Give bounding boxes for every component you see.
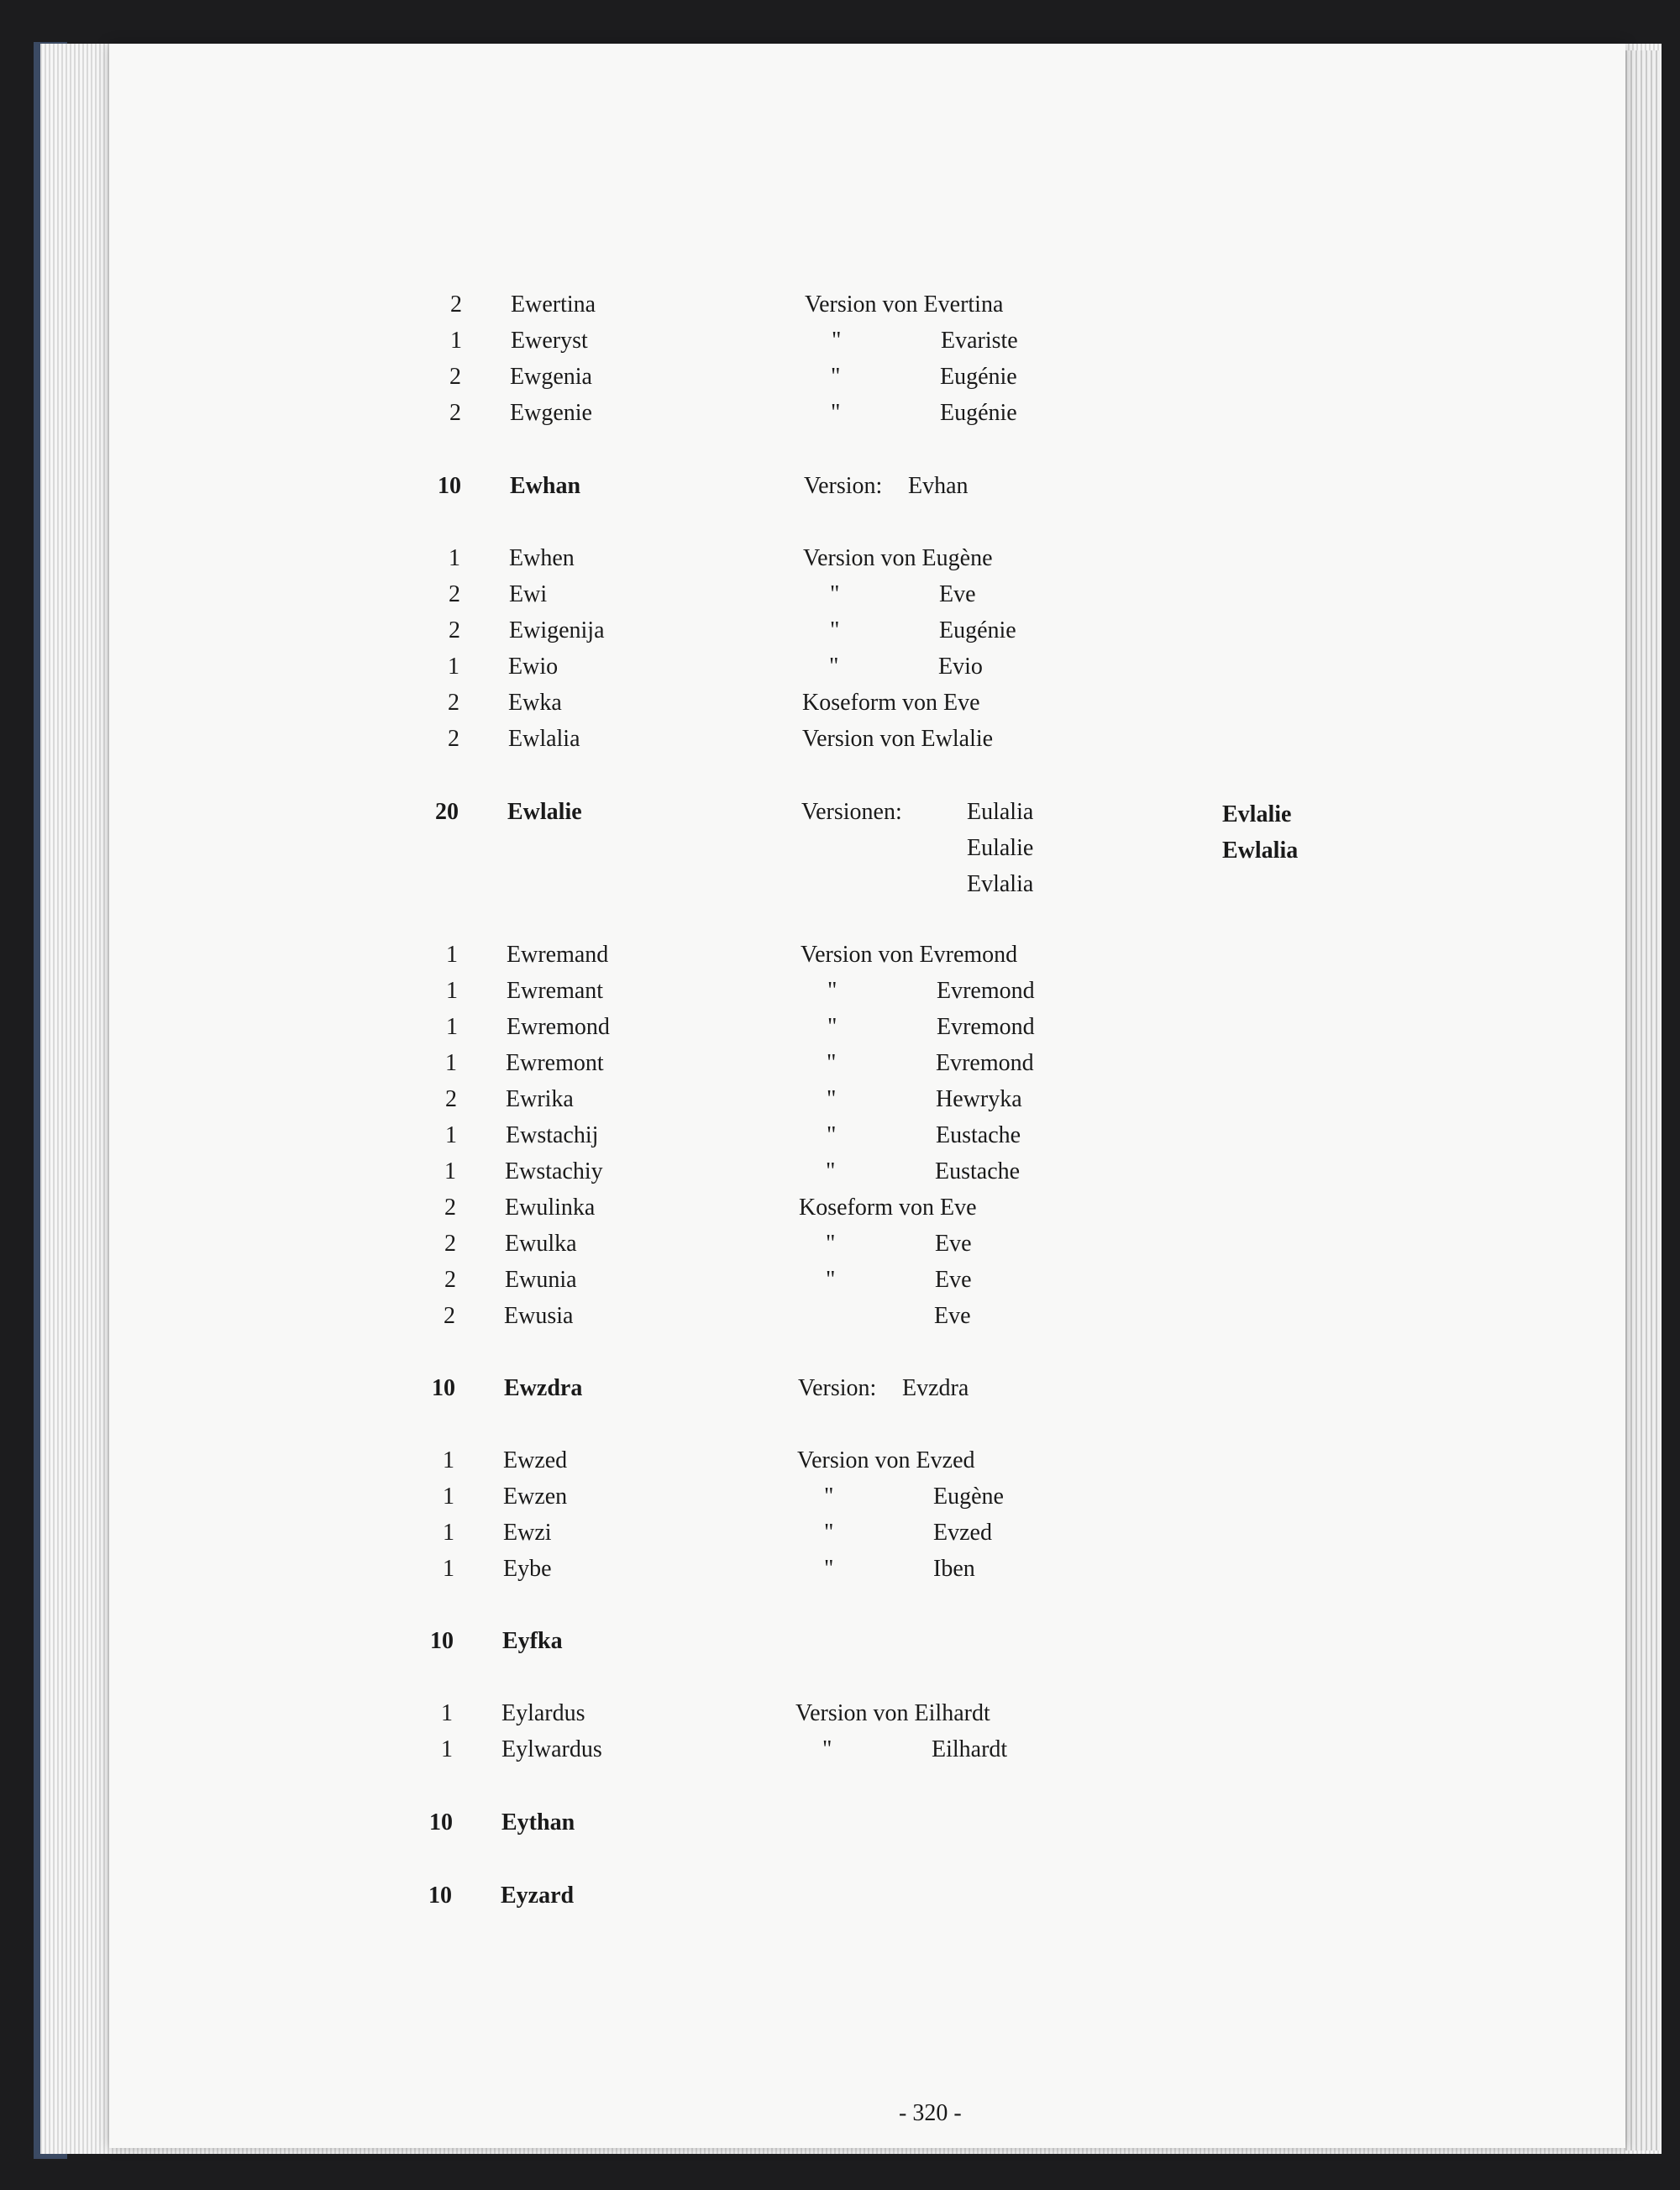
- ditto-mark: ": [826, 1267, 836, 1293]
- name-count: 1: [445, 1122, 457, 1148]
- note-target: Evzdra: [902, 1375, 969, 1401]
- name-entry: Ewremant: [507, 978, 604, 1004]
- ditto-mark: ": [826, 1231, 836, 1257]
- name-count: 1: [441, 1736, 453, 1762]
- name-count: 1: [444, 1158, 456, 1184]
- name-entry: Ewzi: [503, 1520, 552, 1546]
- name-entry: Ewka: [508, 690, 562, 716]
- name-entry: Ewulka: [505, 1231, 577, 1257]
- note-target: Eustache: [936, 1122, 1021, 1148]
- ditto-mark: ": [827, 1014, 837, 1040]
- name-count: 1: [450, 328, 462, 354]
- extra-variant: Ewlalia: [1222, 838, 1299, 864]
- ditto-mark: ": [829, 654, 839, 680]
- name-count: 1: [443, 1556, 454, 1582]
- ditto-mark: ": [827, 1086, 837, 1112]
- name-entry: Ewi: [509, 581, 548, 607]
- ditto-mark: ": [832, 328, 842, 354]
- name-entry: Ewzed: [503, 1447, 568, 1473]
- name-count: 2: [449, 581, 460, 607]
- name-count: 1: [441, 1700, 453, 1726]
- name-count: 2: [449, 617, 460, 643]
- name-entry: Ewhen: [509, 545, 575, 571]
- name-entry: Ewrika: [506, 1086, 574, 1112]
- note-prefix: Koseform von Eve: [802, 690, 980, 716]
- ditto-mark: ": [827, 978, 837, 1004]
- note-target: Evlalia: [967, 871, 1034, 897]
- name-entry: Ewio: [508, 654, 559, 680]
- name-entry: Eythan: [501, 1809, 575, 1836]
- name-count: 1: [449, 545, 460, 571]
- ditto-mark: ": [831, 400, 841, 426]
- note-prefix: Version:: [798, 1375, 877, 1401]
- name-entry: Ewhan: [510, 473, 581, 499]
- note-target: Eulalia: [967, 799, 1034, 825]
- note-target: Evhan: [908, 473, 969, 499]
- note-prefix: Version von Ewlalie: [802, 726, 994, 752]
- name-count: 2: [449, 364, 461, 390]
- note-prefix: Version:: [804, 473, 883, 499]
- ditto-mark: ": [827, 1122, 837, 1148]
- note-target: Evzed: [933, 1520, 992, 1546]
- name-entry: Eylardus: [501, 1700, 585, 1726]
- name-entry: Eyfka: [502, 1628, 563, 1654]
- name-entry: Ewlalia: [508, 726, 580, 752]
- name-entry: Ewertina: [511, 291, 596, 318]
- name-entry: Ewlalie: [507, 799, 582, 825]
- name-entry: Eylwardus: [501, 1736, 602, 1762]
- name-entry: Ewgenie: [510, 400, 592, 426]
- note-target: Evremond: [936, 1050, 1034, 1076]
- name-entry: Eybe: [503, 1556, 552, 1582]
- name-entry: Ewstachij: [506, 1122, 599, 1148]
- note-target: Iben: [933, 1556, 975, 1582]
- name-count: 20: [435, 799, 459, 825]
- note-target: Evio: [938, 654, 983, 680]
- page-number: - 320 -: [899, 2100, 962, 2126]
- note-prefix: Version von Evremond: [801, 942, 1018, 968]
- note-target: Eugénie: [939, 617, 1016, 643]
- ditto-mark: ": [827, 1050, 837, 1076]
- name-count: 1: [446, 978, 458, 1004]
- name-count: 1: [443, 1447, 454, 1473]
- name-count: 10: [429, 1809, 453, 1836]
- ditto-mark: ": [831, 364, 841, 390]
- note-target: Evremond: [937, 978, 1035, 1004]
- note-target: Eulalie: [967, 835, 1034, 861]
- note-target: Hewryka: [936, 1086, 1022, 1112]
- name-count: 1: [445, 1050, 457, 1076]
- ditto-mark: ": [822, 1736, 832, 1762]
- name-count: 2: [448, 690, 459, 716]
- note-target: Eve: [935, 1267, 972, 1293]
- note-target: Eustache: [935, 1158, 1021, 1184]
- name-count: 10: [438, 473, 461, 499]
- note-prefix: Version von Evzed: [797, 1447, 975, 1473]
- name-count: 10: [430, 1628, 454, 1654]
- name-count: 2: [449, 400, 461, 426]
- name-entry: Ewulinka: [505, 1195, 596, 1221]
- name-count: 1: [443, 1484, 454, 1510]
- note-target: Eve: [939, 581, 976, 607]
- name-count: 1: [446, 942, 458, 968]
- note-prefix: Versionen:: [801, 799, 902, 825]
- note-target: Eugénie: [940, 400, 1017, 426]
- ditto-mark: ": [830, 617, 840, 643]
- name-count: 2: [445, 1086, 457, 1112]
- ditto-mark: ": [824, 1520, 834, 1546]
- name-entry: Ewremont: [506, 1050, 604, 1076]
- name-count: 2: [444, 1231, 456, 1257]
- name-entry: Ewremand: [507, 942, 609, 968]
- name-entry: Eyzard: [501, 1883, 575, 1909]
- name-count: 1: [446, 1014, 458, 1040]
- name-count: 1: [443, 1520, 454, 1546]
- note-prefix: Koseform von Eve: [799, 1195, 977, 1221]
- name-count: 2: [444, 1195, 456, 1221]
- note-target: Eve: [934, 1303, 971, 1329]
- name-count: 1: [448, 654, 459, 680]
- note-target: Eve: [935, 1231, 972, 1257]
- note-prefix: Version von Eugène: [803, 545, 993, 571]
- name-entry: Eweryst: [511, 328, 588, 354]
- name-count: 2: [444, 1267, 456, 1293]
- bleed-through-text: [1285, 286, 1291, 312]
- name-entry: Ewusia: [504, 1303, 574, 1329]
- name-count: 2: [450, 291, 462, 318]
- name-entry: Ewunia: [505, 1267, 577, 1293]
- note-prefix: Version von Evertina: [805, 291, 1004, 318]
- name-entry: Ewzen: [503, 1484, 568, 1510]
- name-count: 2: [444, 1303, 455, 1329]
- note-prefix: Version von Eilhardt: [795, 1700, 990, 1726]
- name-entry: Ewzdra: [504, 1375, 583, 1401]
- name-entry: Ewremond: [507, 1014, 610, 1040]
- name-count: 10: [432, 1375, 455, 1401]
- ditto-mark: ": [830, 581, 840, 607]
- name-entry: Ewigenija: [509, 617, 605, 643]
- name-count: 2: [448, 726, 459, 752]
- note-target: Eugénie: [940, 364, 1017, 390]
- note-target: Evremond: [937, 1014, 1035, 1040]
- note-target: Eilhardt: [932, 1736, 1008, 1762]
- name-count: 10: [428, 1883, 452, 1909]
- name-entry: Ewstachiy: [505, 1158, 603, 1184]
- ditto-mark: ": [824, 1484, 834, 1510]
- note-target: Eugène: [933, 1484, 1004, 1510]
- note-target: Evariste: [941, 328, 1018, 354]
- extra-variant: Evlalie: [1222, 801, 1292, 827]
- name-entry: Ewgenia: [510, 364, 592, 390]
- ditto-mark: ": [826, 1158, 836, 1184]
- ditto-mark: ": [824, 1556, 834, 1582]
